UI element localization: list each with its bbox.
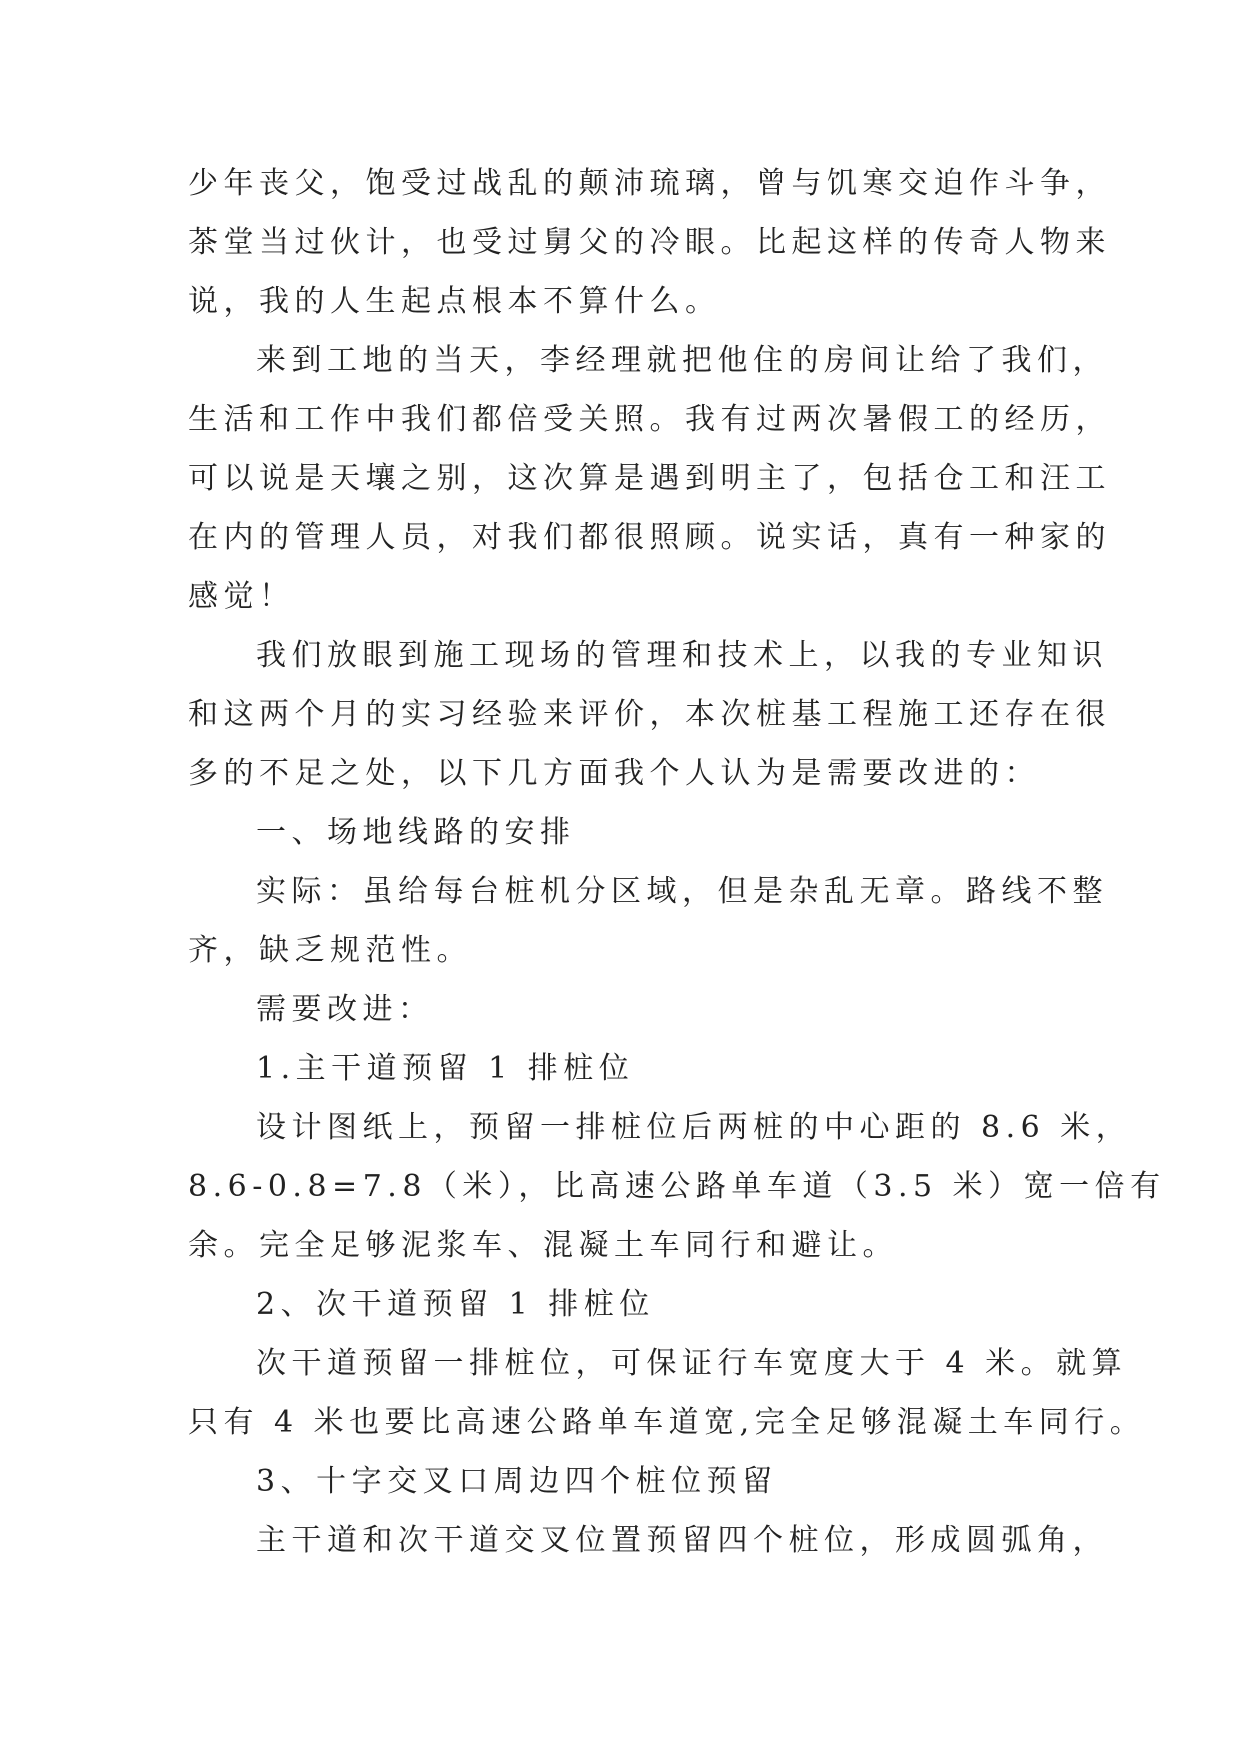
- text-line: 说，我的人生起点根本不算什么。: [188, 284, 721, 319]
- text-line: 多的不足之处，以下几方面我个人认为是需要改进的：: [188, 756, 1040, 791]
- text-line: 8.6-0.8=7.8（米），比高速公路单车道（3.5 米）宽一倍有: [188, 1169, 1166, 1204]
- text-line: 齐，缺乏规范性。: [188, 933, 472, 968]
- text-line: 一、场地线路的安排: [256, 815, 576, 850]
- text-line: 1.主干道预留 1 排桩位: [256, 1051, 635, 1086]
- text-line: 次干道预留一排桩位，可保证行车宽度大于 4 米。就算: [256, 1346, 1128, 1381]
- text-line: 我们放眼到施工现场的管理和技术上，以我的专业知识: [256, 638, 1108, 673]
- text-line: 2、次干道预留 1 排桩位: [256, 1287, 655, 1322]
- text-line: 设计图纸上，预留一排桩位后两桩的中心距的 8.6 米，: [256, 1110, 1132, 1145]
- text-line: 和这两个月的实习经验来评价，本次桩基工程施工还存在很: [188, 697, 1111, 732]
- text-line: 可以说是天壤之别，这次算是遇到明主了，包括仓工和汪工: [188, 461, 1111, 496]
- text-line: 需要改进：: [256, 992, 434, 1027]
- text-line: 3、十字交叉口周边四个桩位预留: [256, 1464, 778, 1499]
- text-line: 实际：虽给每台桩机分区域，但是杂乱无章。路线不整: [256, 874, 1108, 909]
- text-line: 主干道和次干道交叉位置预留四个桩位，形成圆弧角，: [256, 1523, 1108, 1558]
- text-line: 只有 4 米也要比高速公路单车道宽,完全足够混凝土车同行。: [188, 1405, 1146, 1440]
- text-line: 在内的管理人员，对我们都很照顾。说实话，真有一种家的: [188, 520, 1111, 555]
- text-line: 少年丧父，饱受过战乱的颠沛琉璃，曾与饥寒交迫作斗争，: [188, 166, 1111, 201]
- text-line: 茶堂当过伙计，也受过舅父的冷眼。比起这样的传奇人物来: [188, 225, 1111, 260]
- text-line: 感觉！: [188, 579, 295, 614]
- text-line: 余。完全足够泥浆车、混凝土车同行和避让。: [188, 1228, 898, 1263]
- text-line: 生活和工作中我们都倍受关照。我有过两次暑假工的经历，: [188, 402, 1111, 437]
- text-line: 来到工地的当天，李经理就把他住的房间让给了我们，: [256, 343, 1108, 378]
- body-text: [188, 154, 1166, 1570]
